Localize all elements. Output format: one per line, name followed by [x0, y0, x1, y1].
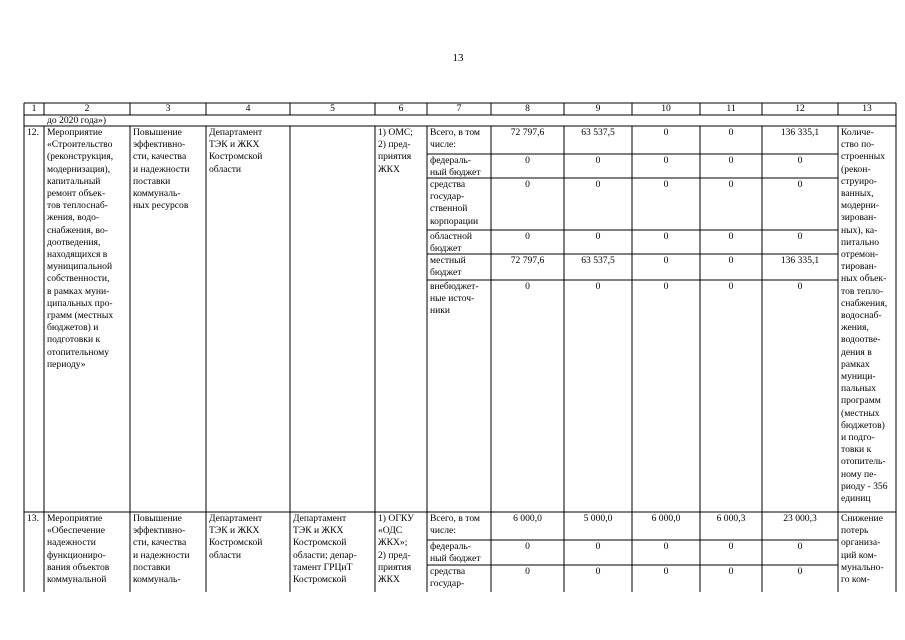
funding-value: 0 [663, 231, 669, 242]
funding-value: 0 [728, 231, 734, 242]
funding-value: 0 [525, 231, 530, 242]
funding-value: 0 [663, 127, 669, 138]
funding-value: 0 [663, 155, 669, 166]
column-number: 7 [456, 103, 462, 114]
column-number: 11 [726, 103, 736, 114]
funding-value: 0 [663, 255, 669, 266]
funding-source: федераль- ный бюджет [430, 155, 481, 178]
funding-value: 0 [728, 127, 734, 138]
funding-value: 0 [525, 566, 530, 577]
column-number: 10 [661, 103, 671, 114]
column-number: 5 [330, 103, 335, 114]
executor-text: Департамент ТЭК и ЖКХ Костромской области [209, 513, 263, 561]
column-number: 9 [595, 103, 601, 114]
row-number: 13. [27, 513, 39, 524]
funding-value: 136 335,1 [780, 127, 820, 138]
participants-text: 1) ОМС; 2) пред- приятия ЖКХ [378, 127, 413, 175]
continuation-text: до 2020 года») [47, 115, 107, 126]
measure-name: Мероприятие «Обеспечение надежности функциониро- вания объектов коммунальной [47, 513, 110, 586]
funding-value: 0 [595, 541, 601, 552]
goal-text: Повышение эффективно- сти, качества и надежности поставки коммуналь- ных ресурсов [133, 127, 190, 212]
funding-value: 0 [797, 179, 803, 190]
funding-value: 0 [525, 281, 530, 292]
executor-text: Департамент ТЭК и ЖКХ Костромской области [209, 127, 263, 175]
funding-value: 0 [525, 155, 530, 166]
funding-value: 0 [728, 179, 734, 190]
funding-value: 0 [663, 281, 669, 292]
funding-value: 0 [663, 179, 669, 190]
funding-value: 0 [797, 281, 803, 292]
funding-value: 0 [663, 566, 669, 577]
funding-value: 0 [728, 566, 734, 577]
measure-name: Мероприятие «Строительство (реконструкция, модернизация), капитальный ремонт объек- тов теплоснаб- жения, водо- снабжения, во- доотведения, находящихся в муниципальной собственности, в рамках муни- ципальных про- грамм (местных бюджетов) и подготовки к отопительному периоду» [47, 127, 114, 370]
coexecutor-text: Департамент ТЭК и ЖКХ Костромской области; депар- тамент ГРЦиТ Костромской [293, 513, 357, 586]
funding-value: 0 [797, 231, 803, 242]
funding-source: областной бюджет [430, 231, 473, 254]
funding-value: 5 000,0 [583, 513, 613, 524]
funding-value: 0 [525, 179, 530, 190]
funding-value: 6 000,0 [651, 513, 681, 524]
column-number: 12 [795, 103, 805, 114]
funding-value: 63 537,5 [581, 127, 615, 138]
funding-value: 0 [663, 541, 669, 552]
funding-value: 0 [728, 541, 734, 552]
funding-value: 0 [595, 179, 601, 190]
funding-source: Всего, в том числе: [430, 513, 481, 537]
column-number: 3 [165, 103, 171, 114]
funding-value: 0 [728, 281, 734, 292]
funding-value: 0 [595, 155, 601, 166]
column-number: 6 [398, 103, 404, 114]
funding-source: федераль- ный бюджет [430, 541, 481, 565]
column-number: 4 [245, 103, 251, 114]
funding-source: местный бюджет [430, 255, 466, 279]
result-text: Снижение потерь организа- ций ком- мунально- го ком- [841, 513, 884, 586]
funding-value: 0 [797, 155, 803, 166]
funding-value: 0 [728, 255, 734, 266]
funding-source: Всего, в том числе: [430, 127, 481, 151]
funding-value: 72 797,6 [510, 255, 545, 266]
column-number: 2 [84, 103, 90, 114]
column-number: 1 [31, 103, 37, 114]
funding-value: 0 [595, 231, 601, 242]
participants-text: 1) ОГКУ «ОДС ЖКХ»; 2) пред- приятия ЖКХ [378, 513, 414, 586]
funding-value: 63 537,5 [581, 255, 615, 266]
funding-value: 0 [728, 155, 734, 166]
funding-value: 23 000,3 [783, 513, 817, 524]
funding-source: средства государ- [430, 566, 466, 590]
funding-value: 72 797,6 [510, 127, 545, 138]
row-number: 12. [27, 127, 39, 138]
coexecutor-text [290, 127, 375, 512]
funding-value: 136 335,1 [780, 255, 820, 266]
funding-value: 0 [797, 541, 803, 552]
funding-source: средства государ- ственной корпорации [430, 179, 479, 227]
funding-value: 6 000,0 [513, 513, 542, 524]
funding-value: 0 [525, 541, 530, 552]
funding-value: 0 [595, 566, 601, 577]
column-number: 13 [862, 103, 872, 114]
funding-value: 6 000,3 [716, 513, 746, 524]
funding-value: 0 [797, 566, 803, 577]
funding-value: 0 [595, 281, 601, 292]
goal-text: Повышение эффективно- сти, качества и надежности поставки коммуналь- [133, 513, 190, 586]
column-number: 8 [525, 103, 530, 114]
page-number: 13 [452, 52, 464, 64]
funding-source: внебюджет- ные источ- ники [430, 281, 479, 317]
result-text: Количе- ство по- строенных (рекон- струиро- ванных, модерни- зирован- ных), ка- питально отремон- тирован- ных объек- тов тепло- снабжения, водоснаб- жения, водоотве- дения в рамках муници- пальных программ (местных бюджетов) и подго- товки к отопитель- ному пе- риоду - 356 единиц [841, 127, 888, 505]
